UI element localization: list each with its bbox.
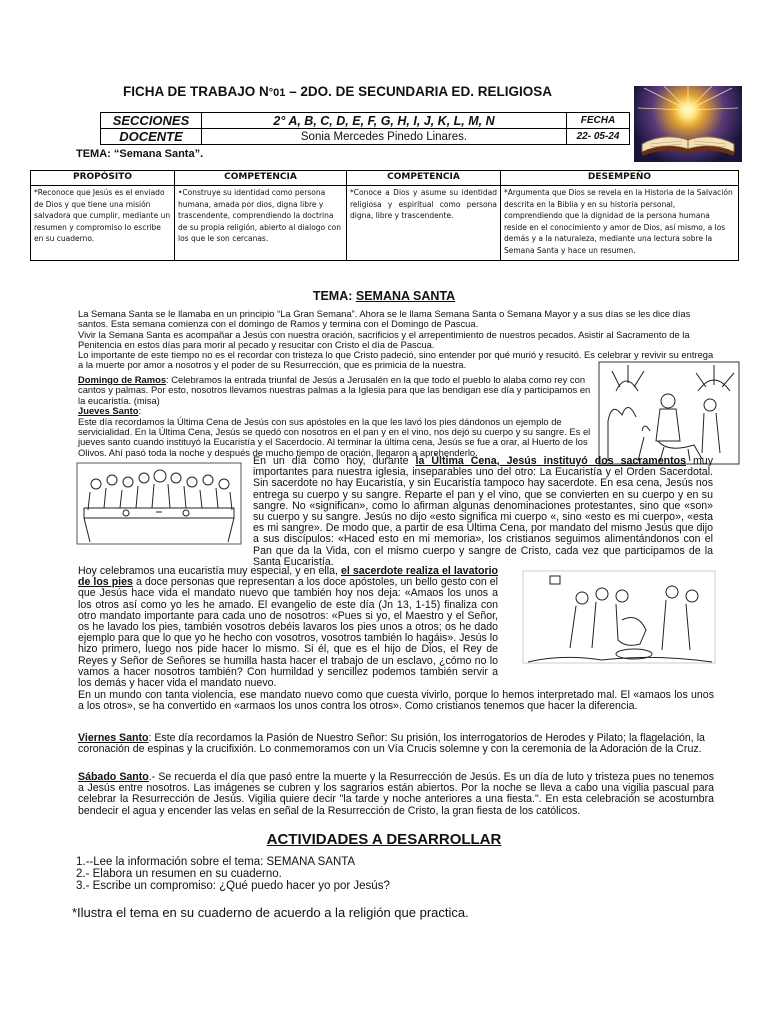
info-table [100, 112, 630, 145]
mundo-text: En un mundo con tanta violencia, ese mandato nuevo como que cuesta vivirlo, porque lo hemos interpretado mal. El «amaos los unos a los otros», se ha convertido en «armaos los unos contra los otros». Como cristianos tenemos que hacer la diferencia. [78, 689, 714, 713]
domingo-label: Domingo de Ramos [78, 374, 167, 385]
header-competencia-1: COMPETENCIA [175, 171, 347, 186]
jueves-colon: : [138, 405, 142, 417]
intro-paragraph: Vivir la Semana Santa es acompañar a Jesús con nuestra oración, sacrificios y el arrepentimiento de nuestros pecados. Asistir al Sacramento de la Penitencia en estos días para morir al pecado y resucitar con Cristo el día de Pascua. [78, 328, 690, 351]
last-supper-icon [76, 462, 242, 545]
last-supper-illustration [76, 462, 242, 545]
header-desempeno: DESEMPEÑO [501, 171, 739, 186]
bible-icon [634, 86, 742, 162]
jueves-text: Este día recordamos la Última Cena de Jesús con sus apóstoles en la que les lavó los pies dándonos un ejemplo de servicialidad. En la Última Cena, Jesús se quedó con nosotros en el pan y en el vino, nos dejó su cuerpo y su sangre. Es el jueves santo cuando instituyó la Eucaristía y el Sacerdocio. Al terminar la última cena, Jesús se fue a orar, al Huerto de los Olivos. Ahí pasó toda la noche y después de mucho tiempo de oración, llegaron a aprehenderlo. [78, 415, 591, 458]
cena-highlight: la Última Cena, Jesús instituyó dos sacramentos [415, 455, 686, 467]
header-competencia-2: COMPETENCIA [347, 171, 501, 186]
cell-proposito: *Reconoce que Jesús es el enviado de Dios y que tiene una misión salvadora que cumplir, mediante un resumen y compromiso lo escribe en su cuaderno. [31, 186, 175, 261]
illustration-note: *Ilustra el tema en su cuaderno de acuerdo a la religión que practica. [72, 905, 469, 920]
activity-item: 2.- Elabora un resumen en su cuaderno. [76, 868, 282, 880]
sabado-label: Sábado Santo [78, 771, 149, 783]
competency-row [31, 186, 739, 261]
jueves-label: Jueves Santo [78, 405, 139, 417]
activities-list [76, 856, 390, 892]
viernes-label: Viernes Santo [78, 732, 149, 744]
heading-topic: SEMANA SANTA [355, 289, 456, 303]
palm-sunday-illustration [598, 361, 740, 465]
worksheet-title [123, 84, 552, 99]
hoy-paragraph [78, 566, 498, 689]
tema-label: TEMA: “Semana Santa”. [76, 148, 204, 160]
cell-desempeno: *Argumenta que Dios se revela en la Historia de la Salvación descrita en la Biblia y en su historia personal, comprendiendo que la dignidad de la persona humana reside en el conocimiento y amor de Dios, así mismo, a los demás y a la naturaleza, mediante una lectura sobre la Semana Santa y hace un resumen. [501, 186, 739, 261]
cena-paragraph-top [253, 456, 713, 568]
competency-table [30, 170, 739, 261]
cena-text: En un día como hoy, durante [253, 455, 416, 467]
cena-text: muy importantes para nuestra iglesia, inseparables uno del otro: La Eucaristía y el Orden Sacerdotal. Sin sacerdote no hay Eucaristía, y sin Eucaristía tampoco hay sacerdote. En esa cena, Jesús nos entrega su cuerpo y su sangre. Reparte el pan y el vino, que se convierten en su cuerpo y en su sangre. No «significan», como lo afirman algunas denominaciones protestantes, sino que «son» su cuerpo y su sangre. Jesús no dijo «esto significa mi cuerpo «, sino «esto es mi cuerpo», «esta es mi sangre». De modo que, a partir de esa Última Cena, por mandato del mismo Jesús que dijo a sus discípulos: «Haced esto en mi memoria», los cristianos seguimos alimentándonos con el Pan que da la Vida, con el mismo cuerpo y sangre de Cristo, cada vez que participamos de la Santa Eucaristía. [253, 455, 713, 568]
foot-washing-illustration [522, 570, 716, 664]
docente-label: DOCENTE [101, 129, 202, 145]
docente-value: Sonia Mercedes Pinedo Linares. [202, 129, 567, 145]
sabado-paragraph [78, 772, 714, 817]
domingo-text: : Celebramos la entrada triunfal de Jesús a Jerusalén en la que todo el pueblo lo alaba como rey con cantos y palmas. Por esto, nosotros llevamos nuestras palmas a la Iglesia para que las bendigan ese día y participamos en la eucaristía. (misa) [78, 374, 591, 406]
intro-paragraph: Lo importante de este tiempo no es el recordar con tristeza lo que Cristo padeció, sino entender por qué murió y resucitó. Es celebrar y revivir su entrega a la muerte por amor a nosotros y el poder de su Resurrección, que es primicia de la nuestra. [78, 349, 714, 371]
hoy-text: a doce personas que representan a los doce apóstoles, un bello gesto con el que Jesús hace vida el mandato nuevo que también hoy nos deja: «Amaos los unos a los otros así como yo les he amado. El evangelio de este día (Jn 13, 1-15) finaliza con otro mandato importante para cada uno de nosotros: «Pues si yo, el Maestro y el Señor, os he lavado los pies, también vosotros debéis lavaros los pies unos a otros; os he dado ejemplo para que lo que yo he hecho con vosotros, vosotros también lo hagáis». Jesús lo hizo primero, luego nos pide hacer lo mismo. Si él, que es el hijo de Dios, el Rey de Reyes y Señor de Señores se humilla hasta hacer el trabajo de un esclavo, ¿cómo no lo vamos a hacer nosotros también? Con humildad y sencillez podemos también servir a los demás y hacer vida el mandato nuevo. [78, 576, 498, 690]
activities-title: ACTIVIDADES A DESARROLLAR [266, 831, 502, 848]
viernes-text: : Este día recordamos la Pasión de Nuestro Señor: Su prisión, los interrogatorios de Herodes y Pilato; la flagelación, la coronación de espinas y la crucifixión. Lo conmemoramos con un Vía Crucis solemne y con la ceremonia de la Adoración de la Cruz. [78, 732, 705, 756]
hoy-highlight: el sacerdote realiza el lavatorio de los pies [78, 565, 498, 589]
palm-sunday-icon [598, 361, 740, 465]
cell-competencia-2: *Conoce a Dios y asume su identidad religiosa y espiritual como persona digna, libre y trascendente. [347, 186, 501, 261]
competency-header-row [31, 171, 739, 186]
activity-item: 3.- Escribe un compromiso: ¿Qué puedo hacer yo por Jesús? [76, 880, 390, 892]
intro-paragraph: La Semana Santa se le llamaba en un principio “La Gran Semana”. Ahora se le llama Semana Santa o Semana Mayor y a sus días se les dice días santos. Esta semana comienza con el domingo de Ramos y termina con el Domingo de Pascua. [78, 308, 691, 330]
hoy-text: Hoy celebramos una eucaristía muy especial, y en ella, [78, 565, 341, 577]
title-part: FICHA DE TRABAJO N [123, 84, 269, 99]
reading-heading [0, 289, 768, 303]
mundo-paragraph [78, 690, 714, 712]
sabado-text: .- Se recuerda el día que pasó entre la muerte y la Resurrección de Jesús. Es un día de luto y tristeza pues no tenemos a Jesús entre nosotros. Las imágenes se cubren y los sagrarios están abiertos. Por la noche se lleva a cabo una vigilia pascual para celebrar la Resurrección de Jesús. Vigilia quiere decir "la tarde y noche anteriores a una fiesta.". En esta celebración se acostumbra bendecir el agua y encender las velas en señal de la Resurrección de Cristo, la gran fiesta de los católicos. [78, 771, 714, 817]
open-bible-illustration [634, 86, 742, 162]
intro-block [78, 309, 714, 351]
cell-competencia-1: •Construye su identidad como persona humana, amada por dios, digna libre y trascendente, comprendiendo la doctrina de su propia religión, abierto al dialogo con los que le son cercanas. [175, 186, 347, 261]
fecha-value: 22- 05-24 [567, 129, 630, 145]
heading-prefix: TEMA: [312, 289, 353, 303]
title-part: – 2DO. DE SECUNDARIA ED. RELIGIOSA [285, 84, 552, 99]
domingo-jueves-block [78, 375, 594, 458]
title-number: °01 [268, 87, 286, 99]
header-proposito: PROPÓSITO [31, 171, 175, 186]
activity-item: 1.--Lee la información sobre el tema: SEMANA SANTA [76, 856, 356, 868]
secciones-value: 2° A, B, C, D, E, F, G, H, I, J, K, L, M, N [202, 113, 567, 129]
foot-washing-icon [522, 570, 716, 664]
fecha-label: FECHA [567, 113, 630, 129]
secciones-label: SECCIONES [101, 113, 202, 129]
viernes-paragraph [78, 733, 714, 755]
